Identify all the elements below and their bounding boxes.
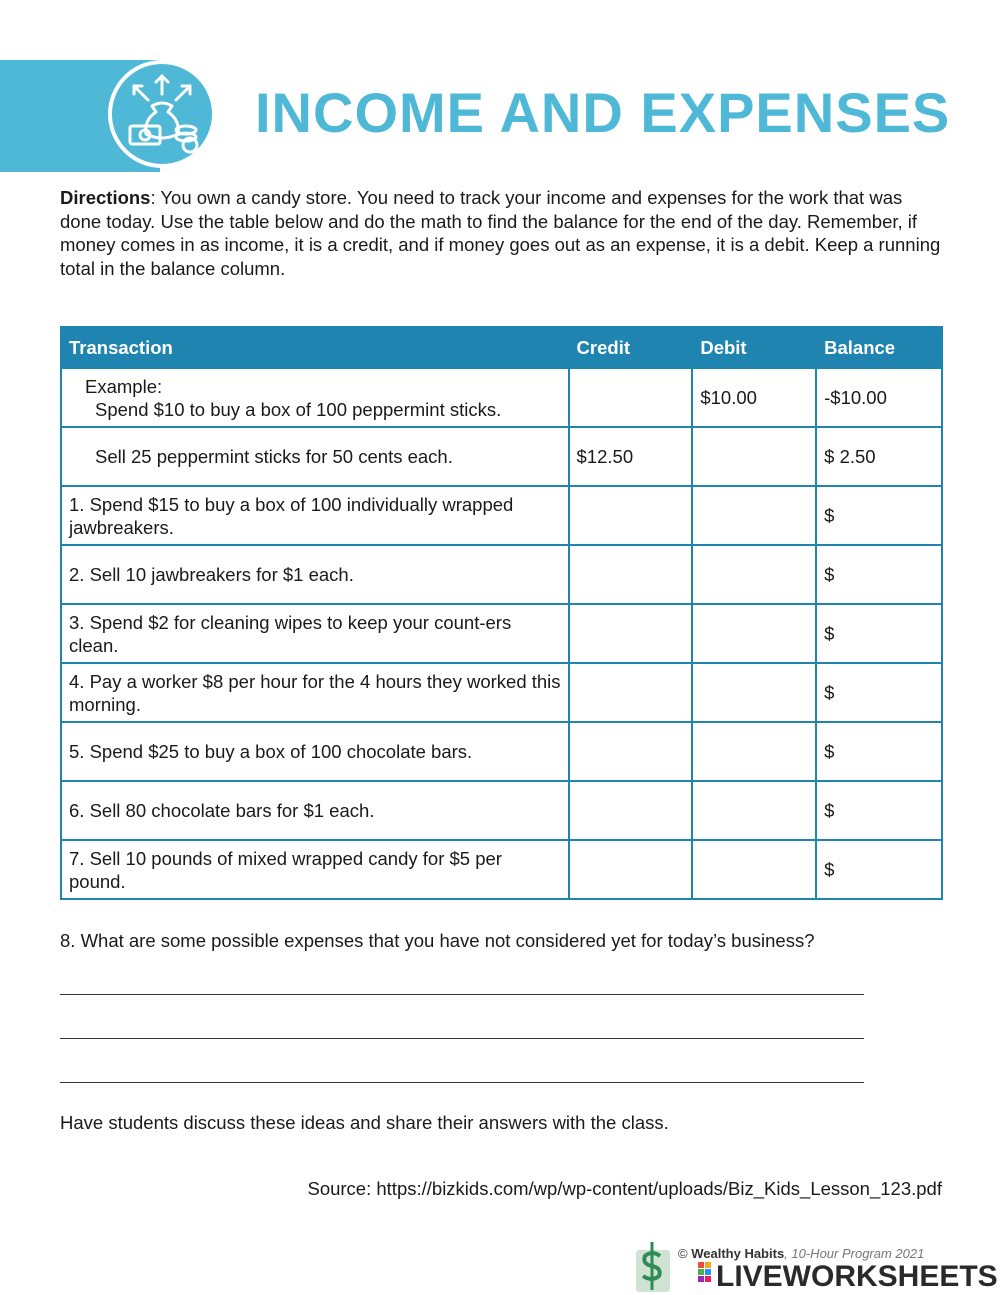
credit-input-cell[interactable]: [569, 722, 693, 781]
credit-input-cell[interactable]: [569, 604, 693, 663]
table-row: [61, 545, 942, 604]
debit-input-cell[interactable]: [692, 486, 816, 545]
transaction-cell: 7. Sell 10 pounds of mixed wrapped candy for $5 per pound.: [61, 840, 569, 899]
credit-input-cell[interactable]: [569, 781, 693, 840]
transaction-cell: 4. Pay a worker $8 per hour for the 4 hours they worked this morning.: [61, 663, 569, 722]
table-row: [61, 427, 942, 486]
example-balance-cell: -$10.00: [816, 368, 942, 427]
footer-copyright: [678, 1246, 924, 1261]
table-row: [61, 604, 942, 663]
balance-cell: $ 2.50: [816, 427, 942, 486]
question-8: 8. What are some possible expenses that you have not considered yet for today’s business?: [60, 930, 815, 951]
debit-input-cell[interactable]: [692, 604, 816, 663]
table-row: [61, 840, 942, 899]
copyright-symbol: ©: [678, 1246, 688, 1261]
debit-input-cell[interactable]: [692, 663, 816, 722]
footer-program: , 10-Hour Program 2021: [784, 1246, 925, 1261]
logo-badge: [108, 60, 216, 168]
debit-input-cell[interactable]: [692, 545, 816, 604]
column-header-balance: Balance: [816, 327, 942, 368]
balance-input-cell[interactable]: $: [816, 604, 942, 663]
debit-input-cell[interactable]: [692, 722, 816, 781]
footer: [630, 1236, 1000, 1295]
credit-cell: $12.50: [569, 427, 693, 486]
answer-line-2[interactable]: [60, 1038, 864, 1039]
table-row: [61, 722, 942, 781]
transaction-cell: 5. Spend $25 to buy a box of 100 chocolate bars.: [61, 722, 569, 781]
page-title: INCOME AND EXPENSES: [255, 81, 951, 144]
credit-input-cell[interactable]: [569, 840, 693, 899]
example-transaction: Spend $10 to buy a box of 100 peppermint sticks.: [95, 398, 502, 420]
credit-input-cell[interactable]: [569, 486, 693, 545]
balance-input-cell[interactable]: $: [816, 545, 942, 604]
source-citation: Source: https://bizkids.com/wp/wp-content/uploads/Biz_Kids_Lesson_123.pdf: [307, 1178, 942, 1199]
example-debit-cell: $10.00: [692, 368, 816, 427]
debit-input-cell[interactable]: [692, 781, 816, 840]
directions: [60, 186, 945, 280]
transaction-text: Sell 25 peppermint sticks for 50 cents each.: [95, 446, 453, 467]
transaction-table: [60, 326, 943, 900]
money-bag-icon: [112, 64, 212, 164]
answer-line-1[interactable]: [60, 994, 864, 995]
credit-input-cell[interactable]: [569, 663, 693, 722]
transaction-cell: 6. Sell 80 chocolate bars for $1 each.: [61, 781, 569, 840]
credit-input-cell[interactable]: [569, 545, 693, 604]
example-transaction-cell: [61, 368, 569, 427]
directions-label: Directions: [60, 187, 151, 208]
example-label: Example:: [85, 375, 163, 397]
transaction-cell: 1. Spend $15 to buy a box of 100 individually wrapped jawbreakers.: [61, 486, 569, 545]
directions-text: : You own a candy store. You need to track your income and expenses for the work that was done today. Use the table below and do the math to find the balance for the end of the day. Remember, if money comes in as income, it is a credit, and if money goes out as an expense, it is a debit. Keep a running total in the balance column.: [60, 187, 941, 279]
debit-cell[interactable]: [692, 427, 816, 486]
transaction-cell: 2. Sell 10 jawbreakers for $1 each.: [61, 545, 569, 604]
discussion-note: Have students discuss these ideas and share their answers with the class.: [60, 1112, 669, 1133]
column-header-credit: Credit: [569, 327, 693, 368]
transaction-cell: [61, 427, 569, 486]
debit-input-cell[interactable]: [692, 840, 816, 899]
table-row: [61, 663, 942, 722]
balance-input-cell[interactable]: $: [816, 781, 942, 840]
balance-input-cell[interactable]: $: [816, 722, 942, 781]
liveworksheets-watermark[interactable]: LIVEWORKSHEETS: [716, 1260, 998, 1293]
column-header-debit: Debit: [692, 327, 816, 368]
balance-input-cell[interactable]: $: [816, 486, 942, 545]
table-row: [61, 486, 942, 545]
transaction-cell: 3. Spend $2 for cleaning wipes to keep your count-ers clean.: [61, 604, 569, 663]
live-badge-icon: [698, 1262, 712, 1288]
answer-line-3[interactable]: [60, 1082, 864, 1083]
wealthy-habits-logo-icon: [630, 1236, 678, 1295]
footer-brand: Wealthy Habits: [691, 1246, 785, 1261]
balance-input-cell[interactable]: $: [816, 840, 942, 899]
table-header-row: [61, 327, 942, 368]
column-header-transaction: Transaction: [61, 327, 569, 368]
table-row: [61, 781, 942, 840]
balance-input-cell[interactable]: $: [816, 663, 942, 722]
table-row-example: [61, 368, 942, 427]
example-credit-cell[interactable]: [569, 368, 693, 427]
